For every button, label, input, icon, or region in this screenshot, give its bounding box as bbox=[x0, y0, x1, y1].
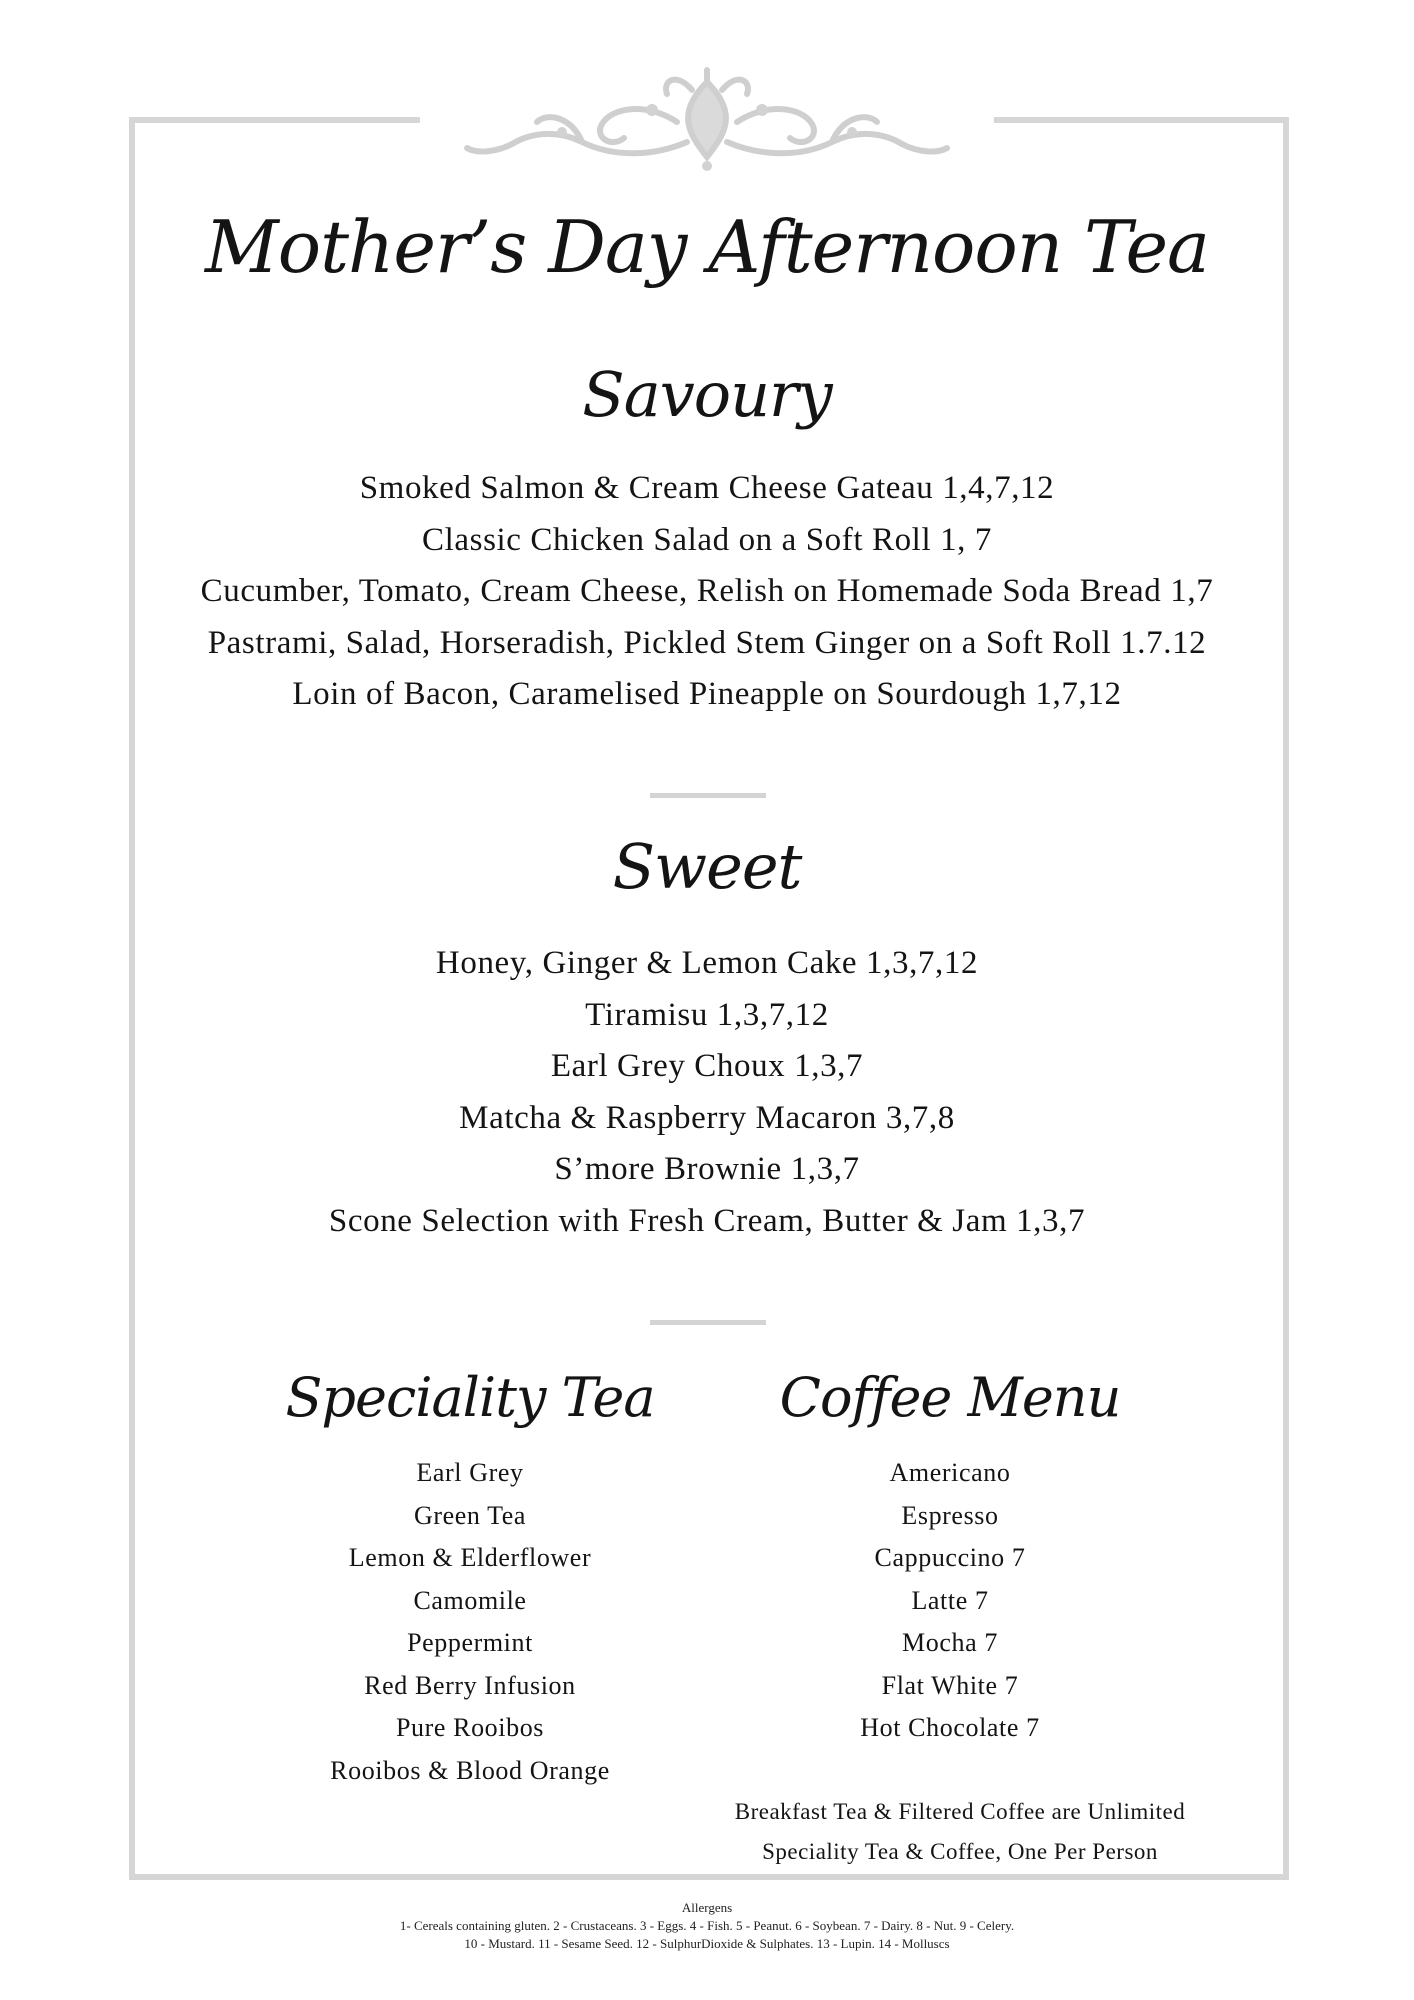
allergens-footer bbox=[0, 1899, 1414, 1953]
list-item: Loin of Bacon, Caramelised Pineapple on Sourdough 1,7,12 bbox=[292, 676, 1122, 712]
list-item: Pastrami, Salad, Horseradish, Pickled Stem Ginger on a Soft Roll 1.7.12 bbox=[207, 624, 1207, 661]
coffee-list bbox=[670, 1452, 1230, 1750]
allergens-line: 10 - Mustard. 11 - Sesame Seed. 12 - SulphurDioxide & Sulphates. 13 - Lupin. 14 - Molluscs bbox=[464, 1936, 950, 1951]
flourish-ornament-icon bbox=[462, 62, 952, 172]
list-item: Mocha 7 bbox=[902, 1628, 998, 1657]
section-divider bbox=[650, 793, 766, 798]
allergens-heading: Allergens bbox=[681, 1900, 733, 1915]
list-item: Tiramisu 1,3,7,12 bbox=[585, 996, 829, 1033]
section-divider bbox=[650, 1320, 766, 1325]
list-item: Flat White 7 bbox=[881, 1670, 1019, 1700]
menu-title: Mother’s Day Afternoon Tea bbox=[205, 205, 1209, 289]
list-item: Scone Selection with Fresh Cream, Butter & Jam 1,3,7 bbox=[328, 1202, 1086, 1239]
list-item: Earl Grey Choux 1,3,7 bbox=[550, 1048, 864, 1084]
sweet-list bbox=[0, 938, 1414, 1247]
list-item: Rooibos & Blood Orange bbox=[330, 1755, 610, 1785]
tea-list bbox=[190, 1452, 750, 1792]
list-item: Hot Chocolate 7 bbox=[860, 1713, 1040, 1742]
list-item: Green Tea bbox=[413, 1500, 527, 1530]
list-item: S’more Brownie 1,3,7 bbox=[554, 1151, 860, 1187]
coffee-heading: Coffee Menu bbox=[779, 1366, 1121, 1429]
list-item: Cucumber, Tomato, Cream Cheese, Relish on Homemade Soda Bread 1,7 bbox=[200, 573, 1214, 609]
list-item: Latte 7 bbox=[911, 1585, 989, 1615]
note-one-per-person: Speciality Tea & Coffee, One Per Person bbox=[762, 1839, 1158, 1864]
list-item: Red Berry Infusion bbox=[364, 1670, 576, 1700]
sweet-heading: Sweet bbox=[612, 830, 802, 903]
list-item: Matcha & Raspberry Macaron 3,7,8 bbox=[459, 1099, 955, 1136]
beverage-notes bbox=[680, 1792, 1240, 1872]
list-item: Classic Chicken Salad on a Soft Roll 1, 7 bbox=[422, 521, 992, 558]
tea-heading: Speciality Tea bbox=[285, 1366, 655, 1429]
list-item: Honey, Ginger & Lemon Cake 1,3,7,12 bbox=[435, 945, 979, 981]
list-item: Earl Grey bbox=[416, 1458, 524, 1487]
list-item: Cappuccino 7 bbox=[874, 1543, 1026, 1572]
savoury-heading: Savoury bbox=[582, 358, 832, 431]
list-item: Camomile bbox=[413, 1585, 527, 1615]
savoury-list bbox=[0, 463, 1414, 721]
list-item: Espresso bbox=[901, 1500, 999, 1530]
note-unlimited: Breakfast Tea & Filtered Coffee are Unlimited bbox=[734, 1799, 1186, 1824]
list-item: Americano bbox=[889, 1458, 1011, 1487]
list-item: Peppermint bbox=[407, 1628, 533, 1657]
list-item: Smoked Salmon & Cream Cheese Gateau 1,4,7,12 bbox=[359, 470, 1055, 506]
list-item: Lemon & Elderflower bbox=[348, 1543, 592, 1572]
allergens-line: 1- Cereals containing gluten. 2 - Crustaceans. 3 - Eggs. 4 - Fish. 5 - Peanut. 6 - Soybean. 7 - Dairy. 8 - Nut. 9 - Celery. bbox=[399, 1918, 1015, 1933]
list-item: Pure Rooibos bbox=[395, 1713, 545, 1742]
